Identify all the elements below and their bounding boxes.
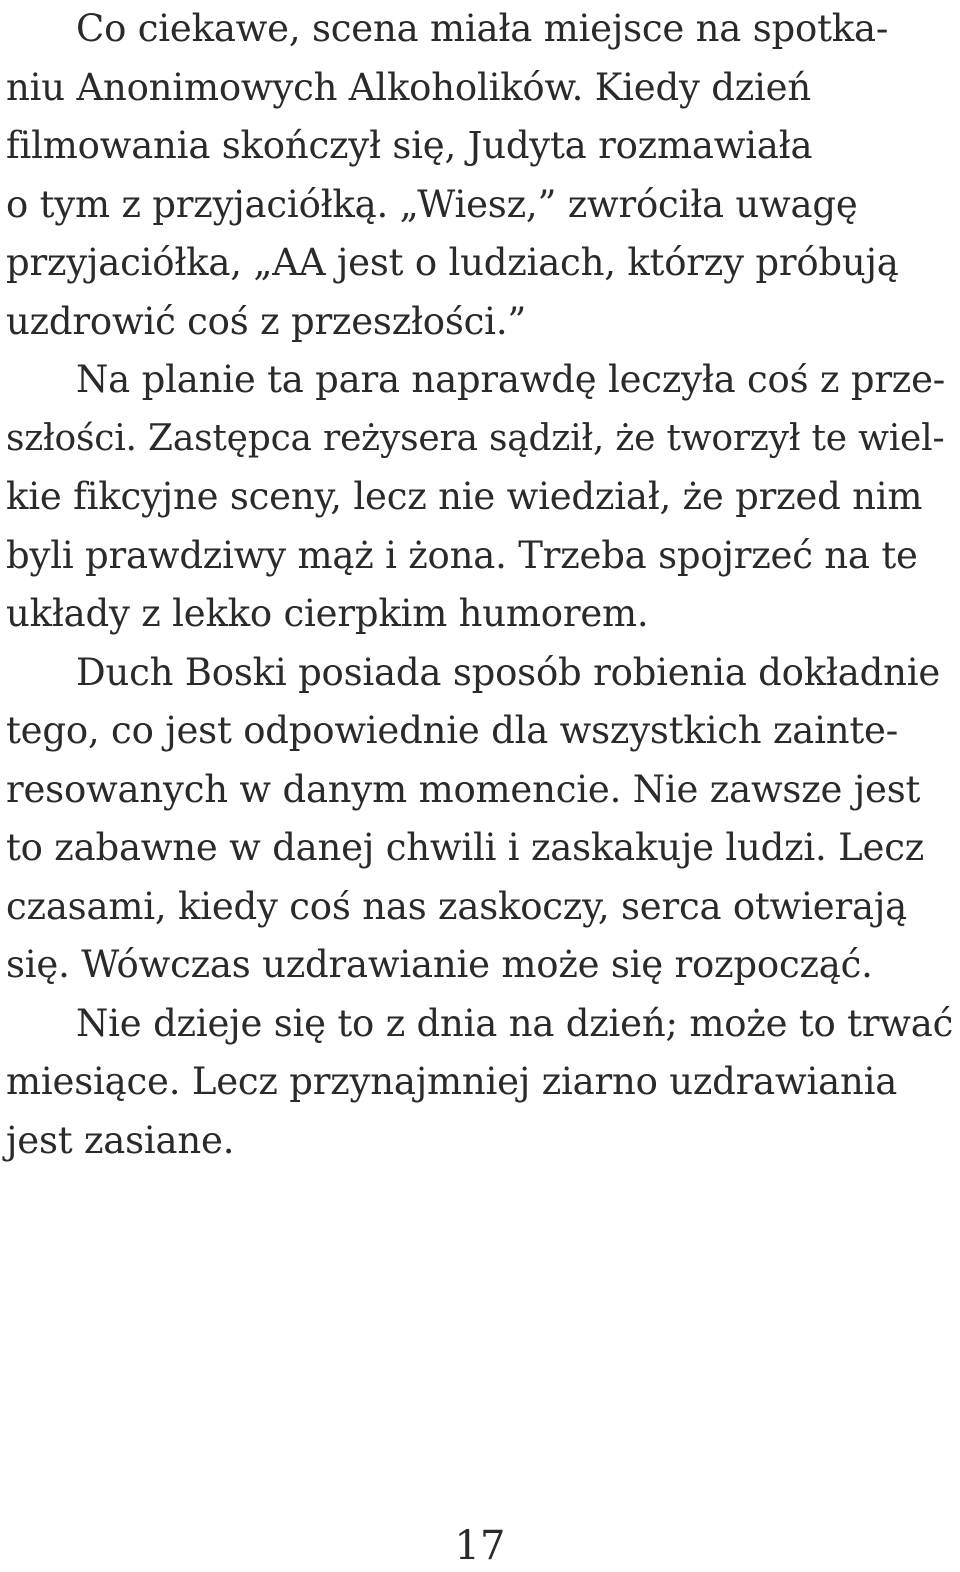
text-line: kie fikcyjne sceny, lecz nie wiedział, że przed nim [6, 475, 923, 518]
text-line: byli prawdziwy mąż i żona. Trzeba spojrzeć na te [6, 533, 918, 577]
text-line: szłości. Zastępca reżysera sądził, że tworzył te wiel- [6, 417, 945, 459]
text-line: Duch Boski posiada sposób robienia dokładnie [76, 650, 941, 694]
text-line: czasami, kiedy coś nas zaskoczy, serca otwierają [6, 884, 907, 928]
page-number: 17 [454, 1523, 506, 1569]
text-line: filmowania skończył się, Judyta rozmawiała [6, 124, 813, 167]
body-text [6, 0, 954, 1170]
text-line: się. Wówczas uzdrawianie może się rozpocząć. [6, 943, 873, 986]
text-line: miesiące. Lecz przynajmniej ziarno uzdrawiania [6, 1060, 898, 1103]
text-line: uzdrowić coś z przeszłości.” [6, 299, 527, 343]
text-line: układy z lekko cierpkim humorem. [6, 592, 649, 635]
text-line: o tym z przyjaciółką. „Wiesz,” zwróciła uwagę [6, 182, 858, 226]
text-line: resowanych w danym momencie. Nie zawsze jest [6, 767, 921, 811]
text-line: niu Anonimowych Alkoholików. Kiedy dzień [6, 65, 811, 109]
text-line: Na planie ta para naprawdę leczyła coś z prze- [76, 358, 946, 401]
text-line: Nie dzieje się to z dnia na dzień; może to trwać [76, 1001, 954, 1045]
text-line: tego, co jest odpowiednie dla wszystkich zainte- [6, 709, 899, 752]
text-line: przyjaciółka, „AA jest o ludziach, którzy próbują [6, 241, 899, 284]
text-line: jest zasiane. [6, 1118, 235, 1162]
text-line: to zabawne w danej chwili i zaskakuje ludzi. Lecz [6, 826, 925, 869]
text-line: Co ciekawe, scena miała miejsce na spotka- [76, 7, 889, 50]
